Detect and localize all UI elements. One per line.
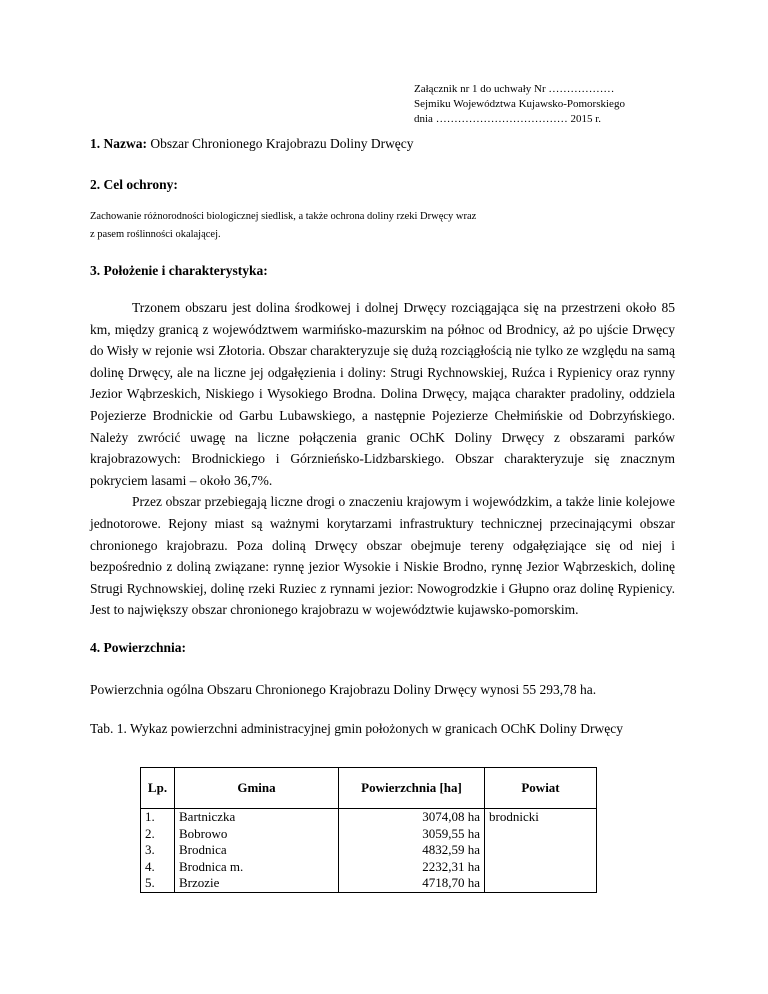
table-row — [141, 809, 597, 826]
cell-lp: 1. — [141, 809, 175, 826]
header-lp: Lp. — [141, 768, 175, 809]
section-3-body — [90, 297, 675, 621]
cell-powiat — [485, 859, 597, 876]
cell-powiat: brodnicki — [485, 809, 597, 826]
section-3-heading: 3. Położenie i charakterystyka: — [90, 263, 268, 278]
header-area: Powierzchnia [ha] — [339, 768, 485, 809]
header-powiat: Powiat — [485, 768, 597, 809]
cell-gmina: Brodnica m. — [175, 859, 339, 876]
cell-lp: 5. — [141, 875, 175, 892]
cell-area: 2232,31 ha — [339, 859, 485, 876]
table-caption: Tab. 1. Wykaz powierzchni administracyjnej gmin położonych w granicach OChK Doliny Drwęcy — [90, 721, 623, 736]
header-gmina: Gmina — [175, 768, 339, 809]
cell-powiat — [485, 875, 597, 892]
cell-area: 3059,55 ha — [339, 826, 485, 843]
section-4-heading: 4. Powierzchnia: — [90, 640, 186, 655]
table-row — [141, 842, 597, 859]
cell-lp: 4. — [141, 859, 175, 876]
annex-line-2: Sejmiku Województwa Kujawsko-Pomorskiego — [414, 98, 625, 110]
annex-header — [414, 82, 754, 127]
section-3-paragraph-2: Przez obszar przebiegają liczne drogi o znaczeniu krajowym i wojewódzkim, a także linie kolejowe jednotorowe. Rejony miast są ważnymi korytarzami infrastruktury technicznej przecinającymi obszar chronionego krajobrazu. Poza doliną Drwęcy obszar obejmuje tereny odgałęziające się od niej i bezpośrednio z doliną związane: rynnę jezior Wysokie i Niskie Brodno, rynnę Jezior Wąbrzeskich, dolinę Strugi Rychnowskiej, dolinę rzeki Ruziec z rynnami jezior: Nowogrodzkie i Głupno oraz dolinę Rypienicy. Jest to największy obszar chronionego krajobrazu w województwie kujawsko-pomorskim. — [90, 494, 675, 618]
cell-area: 4832,59 ha — [339, 842, 485, 859]
section-1-value: Obszar Chronionego Krajobrazu Doliny Drwęcy — [150, 136, 414, 151]
section-2-text — [90, 208, 690, 244]
cell-area: 3074,08 ha — [339, 809, 485, 826]
section-1-heading — [90, 136, 414, 152]
section-1-label: 1. Nazwa: — [90, 136, 147, 151]
section-2-text-line-2: z pasem roślinności okalającej. — [90, 229, 221, 240]
table-row — [141, 826, 597, 843]
cell-gmina: Bobrowo — [175, 826, 339, 843]
cell-lp: 2. — [141, 826, 175, 843]
cell-lp: 3. — [141, 842, 175, 859]
cell-gmina: Bartniczka — [175, 809, 339, 826]
table-row — [141, 875, 597, 892]
cell-gmina: Brzozie — [175, 875, 339, 892]
annex-line-1: Załącznik nr 1 do uchwały Nr ……………… — [414, 83, 615, 95]
annex-line-3: dnia ……………………………… 2015 r. — [414, 113, 601, 125]
cell-powiat — [485, 842, 597, 859]
section-2-text-line-1: Zachowanie różnorodności biologicznej siedlisk, a także ochrona doliny rzeki Drwęcy wraz — [90, 211, 477, 222]
cell-gmina: Brodnica — [175, 842, 339, 859]
cell-powiat — [485, 826, 597, 843]
gmina-table — [140, 767, 597, 893]
section-2-heading: 2. Cel ochrony: — [90, 177, 178, 192]
cell-area: 4718,70 ha — [339, 875, 485, 892]
section-3-paragraph-1: Trzonem obszaru jest dolina środkowej i dolnej Drwęcy rozciągająca się na przestrzeni około 85 km, między granicą z województwem warmińsko-mazurskim na północ od Brodnicy, aż po ujście Drwęcy do Wisły w rejonie wsi Złotoria. Obszar charakteryzuje się dużą rozciągłością nie tylko ze względu na samą dolinę Drwęcy, ale na liczne jej odgałęzienia i doliny: Strugi Rychnowskiej, Ruźca i Rypienicy oraz rynny Jezior Wąbrzeskich, Niskiego i Wysokiego Brodna. Dolina Drwęcy, mająca charakter pradoliny, oddziela Pojezierze Brodnickie od Garbu Lubawskiego, a następnie Pojezierze Chełmińskie od Dobrzyńskiego. Należy zwrócić uwagę na liczne połączenia granic OChK Doliny Drwęcy z obszarami parków krajobrazowych: Brodnickiego i Górznieńsko-Lidzbarskiego. Obszar charakteryzuje się znacznym pokryciem lasami – około 36,7%. — [90, 300, 675, 488]
table-row — [141, 859, 597, 876]
table-header-row — [141, 768, 597, 809]
section-4-text: Powierzchnia ogólna Obszaru Chronionego Krajobrazu Doliny Drwęcy wynosi 55 293,78 ha. — [90, 682, 597, 697]
